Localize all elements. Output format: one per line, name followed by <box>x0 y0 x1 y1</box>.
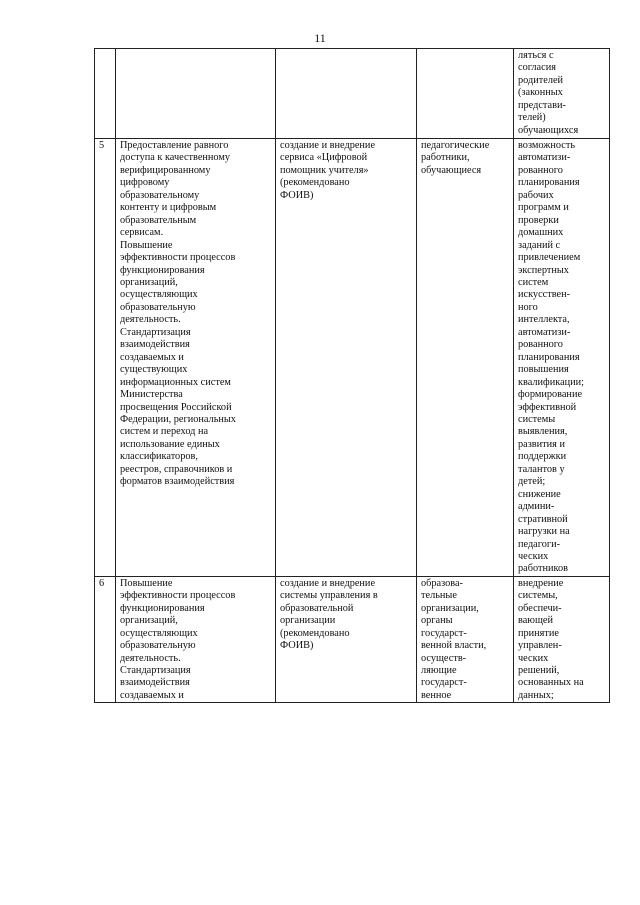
action-cell: создание и внедрение системы управления в образовательной организации (рекомендовано ФОИВ) <box>276 576 417 703</box>
row-number-cell <box>95 49 116 139</box>
task-cell: Повышение эффективности процессов функционирования организаций, осуществляющих образовательную деятельность. Стандартизация взаимодействия создаваемых и <box>116 576 276 703</box>
result-cell: внедрение системы, обеспечи- вающей принятие управлен- ческих решений, основанных на данных; <box>514 576 610 703</box>
task-cell <box>116 49 276 139</box>
measures-table <box>94 48 610 703</box>
table-row <box>95 49 610 139</box>
row-number-cell: 6 <box>95 576 116 703</box>
result-cell: возможность автоматизи- рованного планирования рабочих программ и проверки домашних заданий с привлечением экспертных систем искусствен- ного интеллекта, автоматизи- рованного планирования повышения квалификации; формирование эффективной системы выявления, развития и поддержки талантов у детей; снижение админи- стративной нагрузки на педагоги- ческих работников <box>514 139 610 577</box>
result-cell: ляться с согласия родителей (законных представи- телей) обучающихся <box>514 49 610 139</box>
participants-cell <box>417 49 514 139</box>
participants-cell: образова- тельные организации, органы государст- венной власти, осуществ- ляющие государст- венное <box>417 576 514 703</box>
action-cell <box>276 49 417 139</box>
page-number: 11 <box>314 31 326 45</box>
row-number-cell: 5 <box>95 139 116 577</box>
task-cell: Предоставление равного доступа к качественному верифицированному цифровому образовательному контенту и цифровым образовательным сервисам. Повышение эффективности процессов функционирования организаций, осуществляющих образовательную деятельность. Стандартизация взаимодействия создаваемых и существующих информационных систем Министерства просвещения Российской Федерации, региональных систем и переход на использование единых классификаторов, реестров, справочников и форматов взаимодействия <box>116 139 276 577</box>
table-row <box>95 576 610 703</box>
table-row <box>95 139 610 577</box>
participants-cell: педагогические работники, обучающиеся <box>417 139 514 577</box>
action-cell: создание и внедрение сервиса «Цифровой помощник учителя» (рекомендовано ФОИВ) <box>276 139 417 577</box>
